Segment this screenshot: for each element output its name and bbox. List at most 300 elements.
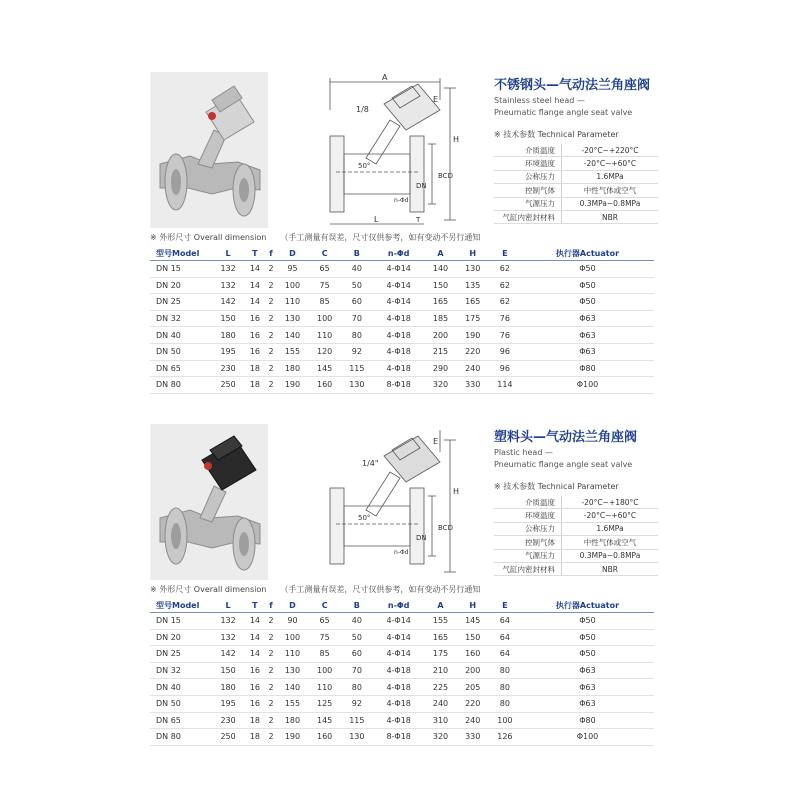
- table-cell: Φ63: [521, 327, 654, 344]
- param-label: 气缸内密封材料: [494, 562, 562, 575]
- table-cell: 85: [309, 294, 341, 311]
- table-cell: 92: [341, 343, 373, 360]
- table-row: [150, 327, 654, 344]
- table-cell: 16: [244, 679, 265, 696]
- param-row: [494, 522, 658, 535]
- table-cell: Φ80: [521, 712, 654, 729]
- table-row: [150, 662, 654, 679]
- table-cell: 2: [266, 712, 277, 729]
- table-cell: 120: [309, 343, 341, 360]
- table-cell: 64: [489, 646, 521, 663]
- param-value: -20°C~+60°C: [562, 157, 659, 170]
- col-header: 型号Model: [150, 598, 212, 613]
- table-cell: 190: [457, 327, 489, 344]
- table-cell: DN 32: [150, 662, 212, 679]
- table-cell: 4-Φ14: [373, 261, 425, 278]
- table-cell: 85: [309, 646, 341, 663]
- table-cell: 145: [309, 712, 341, 729]
- col-header: C: [309, 598, 341, 613]
- table-row: [150, 729, 654, 746]
- table-cell: 4-Φ18: [373, 679, 425, 696]
- table-cell: 50: [341, 629, 373, 646]
- table-row: [150, 310, 654, 327]
- col-header: A: [424, 598, 456, 613]
- table-cell: 16: [244, 327, 265, 344]
- table-cell: 2: [266, 294, 277, 311]
- col-header: 执行器Actuator: [521, 598, 654, 613]
- table-cell: 160: [309, 377, 341, 394]
- table-cell: 126: [489, 729, 521, 746]
- table-cell: 175: [424, 646, 456, 663]
- param-label: 介质温度: [494, 496, 562, 509]
- table-cell: 250: [212, 377, 244, 394]
- product-title-zh: 不锈钢头—气动法兰角座阀: [494, 78, 651, 93]
- tech-param-heading: ※ 技术参数 Technical Parameter: [494, 130, 619, 139]
- dim-label-dn: DN: [416, 534, 427, 542]
- dimension-table: [150, 598, 654, 746]
- table-cell: Φ50: [521, 613, 654, 630]
- col-header: D: [276, 598, 308, 613]
- col-header: T: [244, 246, 265, 261]
- dim-label-nphid: n-Φd: [394, 197, 409, 204]
- table-cell: Φ63: [521, 343, 654, 360]
- overall-dimension-label: ※ 外形尺寸 Overall dimension: [150, 233, 267, 242]
- table-cell: DN 15: [150, 613, 212, 630]
- table-cell: 4-Φ18: [373, 712, 425, 729]
- product-title-zh: 塑料头—气动法兰角座阀: [494, 430, 638, 445]
- table-cell: 4-Φ18: [373, 327, 425, 344]
- table-cell: 70: [341, 662, 373, 679]
- table-cell: 220: [457, 695, 489, 712]
- table-cell: 155: [276, 695, 308, 712]
- table-cell: 320: [424, 729, 456, 746]
- dimension-table-header: [150, 246, 654, 261]
- tech-param-table: [494, 496, 658, 576]
- table-cell: DN 15: [150, 261, 212, 278]
- col-header: E: [489, 246, 521, 261]
- table-cell: 65: [309, 261, 341, 278]
- table-cell: 155: [424, 613, 456, 630]
- param-label: 控制气体: [494, 536, 562, 549]
- table-cell: 130: [341, 377, 373, 394]
- table-cell: 76: [489, 327, 521, 344]
- param-row: [494, 562, 658, 575]
- table-cell: 200: [424, 327, 456, 344]
- table-cell: 190: [276, 729, 308, 746]
- table-cell: Φ100: [521, 377, 654, 394]
- table-cell: 2: [266, 662, 277, 679]
- col-header: f: [266, 598, 277, 613]
- table-cell: 4-Φ18: [373, 662, 425, 679]
- table-cell: 4-Φ18: [373, 310, 425, 327]
- table-cell: 4-Φ14: [373, 277, 425, 294]
- dim-label-thread: 1/4": [362, 459, 379, 468]
- table-cell: 18: [244, 729, 265, 746]
- table-cell: 14: [244, 261, 265, 278]
- param-row: [494, 509, 658, 522]
- col-header: f: [266, 246, 277, 261]
- table-cell: 220: [457, 343, 489, 360]
- table-cell: Φ63: [521, 695, 654, 712]
- table-cell: 135: [457, 277, 489, 294]
- table-cell: Φ50: [521, 629, 654, 646]
- table-cell: 60: [341, 646, 373, 663]
- table-cell: 160: [457, 646, 489, 663]
- table-cell: 64: [489, 613, 521, 630]
- dim-label-h: H: [453, 487, 460, 496]
- param-value: 1.6MPa: [562, 522, 659, 535]
- table-cell: 195: [212, 343, 244, 360]
- table-cell: 125: [309, 695, 341, 712]
- table-cell: 2: [266, 261, 277, 278]
- table-cell: 195: [212, 695, 244, 712]
- param-value: 1.6MPa: [562, 170, 659, 183]
- table-cell: DN 65: [150, 712, 212, 729]
- col-header: D: [276, 246, 308, 261]
- dim-label-dn: DN: [416, 182, 427, 190]
- table-cell: 132: [212, 261, 244, 278]
- product-title-en-line2: Pneumatic flange angle seat valve: [494, 108, 633, 117]
- table-cell: 14: [244, 629, 265, 646]
- table-cell: Φ50: [521, 294, 654, 311]
- table-cell: 62: [489, 261, 521, 278]
- dimension-table-body: [150, 613, 654, 746]
- table-cell: 2: [266, 646, 277, 663]
- param-value: NBR: [562, 210, 659, 223]
- col-header: E: [489, 598, 521, 613]
- param-row: [494, 157, 658, 170]
- table-cell: 240: [424, 695, 456, 712]
- product-title-en-line1: Plastic head —: [494, 448, 553, 457]
- table-cell: 75: [309, 277, 341, 294]
- table-cell: 4-Φ18: [373, 343, 425, 360]
- table-cell: DN 20: [150, 277, 212, 294]
- param-row: [494, 144, 658, 157]
- dimension-drawing: [300, 422, 470, 582]
- col-header: 执行器Actuator: [521, 246, 654, 261]
- table-cell: 210: [424, 662, 456, 679]
- col-header: A: [424, 246, 456, 261]
- table-cell: 4-Φ14: [373, 613, 425, 630]
- col-header: H: [457, 246, 489, 261]
- table-cell: DN 20: [150, 629, 212, 646]
- table-cell: 80: [489, 662, 521, 679]
- table-cell: 2: [266, 679, 277, 696]
- table-cell: 4-Φ14: [373, 646, 425, 663]
- dimension-table-body: [150, 261, 654, 394]
- table-cell: 165: [424, 629, 456, 646]
- table-cell: 130: [457, 261, 489, 278]
- table-row: [150, 360, 654, 377]
- table-cell: 132: [212, 277, 244, 294]
- table-cell: 62: [489, 277, 521, 294]
- table-cell: 2: [266, 613, 277, 630]
- table-cell: 150: [212, 310, 244, 327]
- dim-label-bcd: BCD: [438, 172, 453, 180]
- table-cell: 165: [424, 294, 456, 311]
- table-cell: DN 25: [150, 294, 212, 311]
- table-cell: 2: [266, 729, 277, 746]
- table-cell: DN 50: [150, 695, 212, 712]
- param-label: 环境温度: [494, 509, 562, 522]
- table-cell: 205: [457, 679, 489, 696]
- table-cell: 80: [489, 679, 521, 696]
- table-cell: 240: [457, 712, 489, 729]
- table-cell: 140: [276, 679, 308, 696]
- table-cell: 2: [266, 327, 277, 344]
- param-row: [494, 536, 658, 549]
- table-cell: Φ50: [521, 261, 654, 278]
- param-value: -20°C~+220°C: [562, 144, 659, 157]
- dim-label-angle: 50°: [358, 514, 371, 522]
- table-cell: 190: [276, 377, 308, 394]
- table-cell: 16: [244, 695, 265, 712]
- overall-dimension-caption: [150, 232, 480, 243]
- param-label: 环境温度: [494, 157, 562, 170]
- table-cell: 2: [266, 629, 277, 646]
- table-cell: Φ50: [521, 646, 654, 663]
- table-cell: 132: [212, 613, 244, 630]
- dim-label-h: H: [453, 135, 460, 144]
- dim-label-e: E: [433, 437, 439, 446]
- table-cell: 16: [244, 662, 265, 679]
- table-cell: 4-Φ18: [373, 695, 425, 712]
- table-cell: 175: [457, 310, 489, 327]
- table-cell: DN 40: [150, 679, 212, 696]
- table-row: [150, 294, 654, 311]
- param-value: -20°C~+60°C: [562, 509, 659, 522]
- table-cell: 130: [341, 729, 373, 746]
- tech-param-table: [494, 144, 658, 224]
- table-cell: 215: [424, 343, 456, 360]
- table-cell: 96: [489, 343, 521, 360]
- param-value: -20°C~+180°C: [562, 496, 659, 509]
- table-cell: 8-Φ18: [373, 377, 425, 394]
- param-value: 中性气体或空气: [562, 536, 659, 549]
- dimension-table-header: [150, 598, 654, 613]
- param-row: [494, 170, 658, 183]
- table-cell: 65: [309, 613, 341, 630]
- table-cell: 225: [424, 679, 456, 696]
- table-cell: 180: [212, 679, 244, 696]
- table-cell: 4-Φ14: [373, 294, 425, 311]
- table-cell: 96: [489, 360, 521, 377]
- table-cell: 130: [276, 310, 308, 327]
- table-cell: 4-Φ14: [373, 629, 425, 646]
- table-cell: DN 25: [150, 646, 212, 663]
- table-cell: 140: [276, 327, 308, 344]
- col-header: H: [457, 598, 489, 613]
- table-cell: 100: [309, 310, 341, 327]
- table-cell: 110: [309, 327, 341, 344]
- param-row: [494, 210, 658, 223]
- table-cell: 40: [341, 613, 373, 630]
- table-cell: 2: [266, 343, 277, 360]
- overall-dimension-note: （手工测量有误差，尺寸仅供参考，如有变动不另行通知: [280, 233, 481, 242]
- table-cell: DN 50: [150, 343, 212, 360]
- table-cell: 14: [244, 277, 265, 294]
- table-cell: 330: [457, 377, 489, 394]
- overall-dimension-note: （手工测量有误差，尺寸仅供参考，如有变动不另行通知: [280, 585, 481, 594]
- table-cell: 70: [341, 310, 373, 327]
- table-row: [150, 277, 654, 294]
- table-row: [150, 646, 654, 663]
- table-cell: 130: [276, 662, 308, 679]
- param-label: 介质温度: [494, 144, 562, 157]
- table-cell: 114: [489, 377, 521, 394]
- table-row: [150, 712, 654, 729]
- table-cell: 100: [276, 629, 308, 646]
- table-row: [150, 377, 654, 394]
- table-cell: Φ63: [521, 310, 654, 327]
- col-header: 型号Model: [150, 246, 212, 261]
- table-cell: 142: [212, 646, 244, 663]
- param-label: 气源压力: [494, 549, 562, 562]
- table-cell: 2: [266, 377, 277, 394]
- table-cell: DN 32: [150, 310, 212, 327]
- param-label: 控制气体: [494, 184, 562, 197]
- table-cell: 8-Φ18: [373, 729, 425, 746]
- table-cell: 80: [489, 695, 521, 712]
- param-value: NBR: [562, 562, 659, 575]
- table-cell: 330: [457, 729, 489, 746]
- table-cell: Φ63: [521, 679, 654, 696]
- table-cell: 92: [341, 695, 373, 712]
- table-cell: 16: [244, 310, 265, 327]
- overall-dimension-label: ※ 外形尺寸 Overall dimension: [150, 585, 267, 594]
- table-cell: 115: [341, 712, 373, 729]
- table-cell: 150: [424, 277, 456, 294]
- stainless-valve-photo: [150, 72, 268, 228]
- table-cell: 185: [424, 310, 456, 327]
- table-cell: 50: [341, 277, 373, 294]
- table-cell: 2: [266, 695, 277, 712]
- table-cell: 145: [457, 613, 489, 630]
- overall-dimension-caption: [150, 584, 480, 595]
- table-cell: Φ63: [521, 662, 654, 679]
- table-cell: 64: [489, 629, 521, 646]
- table-cell: DN 80: [150, 729, 212, 746]
- table-cell: 18: [244, 377, 265, 394]
- table-cell: 180: [212, 327, 244, 344]
- table-cell: DN 40: [150, 327, 212, 344]
- table-cell: 100: [276, 277, 308, 294]
- table-cell: Φ80: [521, 360, 654, 377]
- product-title-en-line2: Pneumatic flange angle seat valve: [494, 460, 633, 469]
- table-cell: 2: [266, 360, 277, 377]
- table-cell: 100: [309, 662, 341, 679]
- table-cell: 310: [424, 712, 456, 729]
- table-cell: 150: [457, 629, 489, 646]
- table-cell: 150: [212, 662, 244, 679]
- param-value: 0.3MPa~0.8MPa: [562, 549, 659, 562]
- table-cell: 230: [212, 360, 244, 377]
- table-cell: 14: [244, 613, 265, 630]
- table-cell: 145: [309, 360, 341, 377]
- col-header: L: [212, 598, 244, 613]
- table-cell: 200: [457, 662, 489, 679]
- dim-label-thread: 1/8: [356, 105, 369, 114]
- dim-label-a: A: [382, 73, 388, 82]
- dimension-drawing: [300, 70, 470, 230]
- table-cell: 180: [276, 712, 308, 729]
- table-cell: 62: [489, 294, 521, 311]
- table-cell: 80: [341, 327, 373, 344]
- table-cell: 14: [244, 646, 265, 663]
- table-cell: 320: [424, 377, 456, 394]
- col-header: n-Φd: [373, 598, 425, 613]
- table-cell: 14: [244, 294, 265, 311]
- table-cell: Φ100: [521, 729, 654, 746]
- table-row: [150, 695, 654, 712]
- table-cell: 165: [457, 294, 489, 311]
- table-cell: 90: [276, 613, 308, 630]
- table-cell: 4-Φ18: [373, 360, 425, 377]
- plastic-valve-photo: [150, 424, 268, 580]
- param-value: 中性气体或空气: [562, 184, 659, 197]
- table-cell: 140: [424, 261, 456, 278]
- product-title-en-line1: Stainless steel head —: [494, 96, 585, 105]
- param-row: [494, 197, 658, 210]
- col-header: T: [244, 598, 265, 613]
- table-row: [150, 679, 654, 696]
- col-header: B: [341, 246, 373, 261]
- table-cell: DN 65: [150, 360, 212, 377]
- col-header: C: [309, 246, 341, 261]
- param-label: 公称压力: [494, 170, 562, 183]
- param-row: [494, 184, 658, 197]
- table-cell: 60: [341, 294, 373, 311]
- table-cell: 110: [276, 294, 308, 311]
- table-cell: 250: [212, 729, 244, 746]
- param-value: 0.3MPa~0.8MPa: [562, 197, 659, 210]
- param-label: 公称压力: [494, 522, 562, 535]
- param-row: [494, 496, 658, 509]
- table-cell: 2: [266, 310, 277, 327]
- param-row: [494, 549, 658, 562]
- table-cell: 18: [244, 712, 265, 729]
- table-cell: 240: [457, 360, 489, 377]
- dim-label-nphid: n-Φd: [394, 549, 409, 556]
- table-cell: 100: [489, 712, 521, 729]
- dim-label-l: L: [374, 215, 379, 224]
- param-label: 气缸内密封材料: [494, 210, 562, 223]
- table-cell: 115: [341, 360, 373, 377]
- table-cell: DN 80: [150, 377, 212, 394]
- dim-label-bcd: BCD: [438, 524, 453, 532]
- table-row: [150, 629, 654, 646]
- table-cell: 40: [341, 261, 373, 278]
- table-cell: 110: [276, 646, 308, 663]
- table-cell: 16: [244, 343, 265, 360]
- dim-label-angle: 50°: [358, 162, 371, 170]
- table-cell: 180: [276, 360, 308, 377]
- table-row: [150, 343, 654, 360]
- col-header: L: [212, 246, 244, 261]
- table-cell: 230: [212, 712, 244, 729]
- dimension-table: [150, 246, 654, 394]
- col-header: B: [341, 598, 373, 613]
- table-cell: 110: [309, 679, 341, 696]
- table-cell: 75: [309, 629, 341, 646]
- table-cell: 290: [424, 360, 456, 377]
- table-cell: Φ50: [521, 277, 654, 294]
- tech-param-heading: ※ 技术参数 Technical Parameter: [494, 482, 619, 491]
- table-cell: 2: [266, 277, 277, 294]
- table-cell: 95: [276, 261, 308, 278]
- dim-label-t: T: [416, 216, 421, 224]
- table-cell: 18: [244, 360, 265, 377]
